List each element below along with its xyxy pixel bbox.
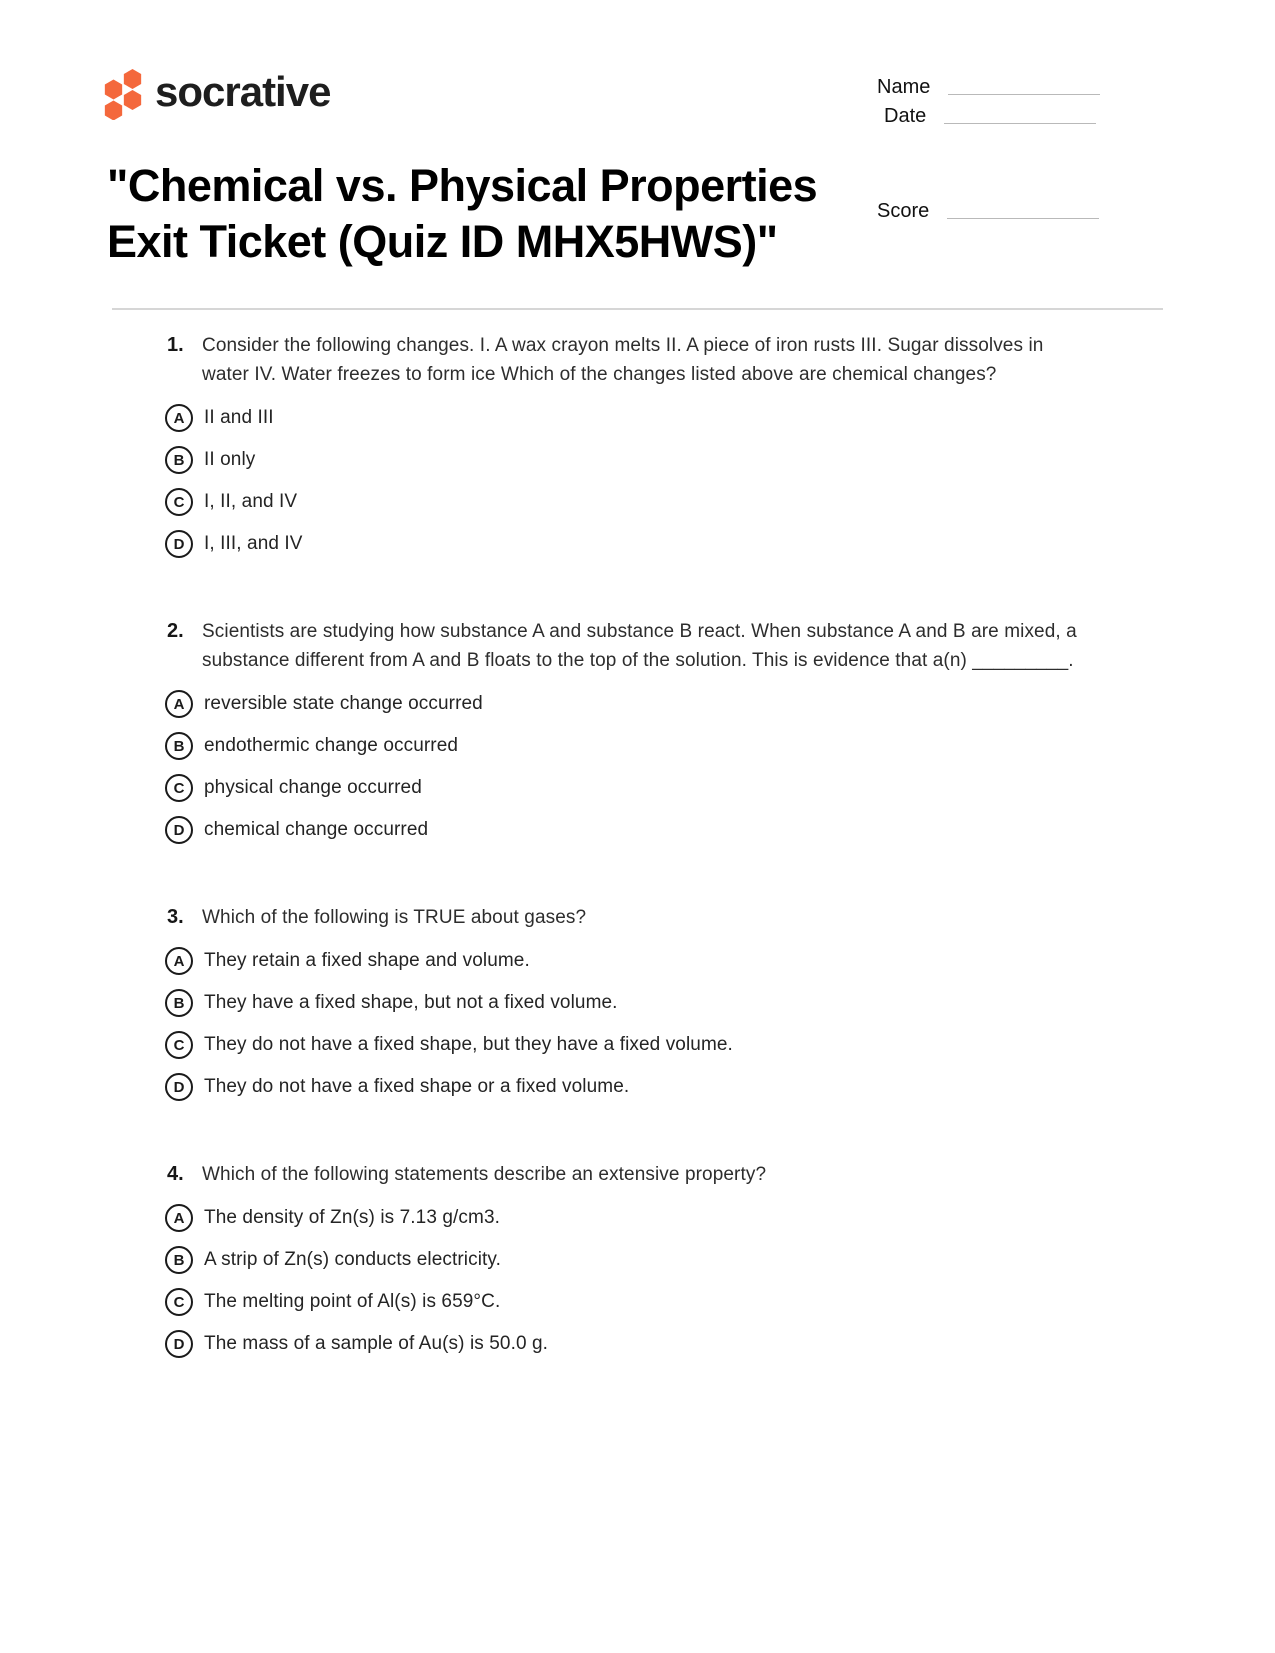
question (152, 331, 1155, 558)
answer-option[interactable] (165, 989, 1155, 1017)
option-letter-bubble[interactable]: B (165, 446, 193, 474)
option-letter-bubble[interactable]: C (165, 1031, 193, 1059)
question-list (0, 310, 1275, 1358)
option-text: endothermic change occurred (204, 735, 459, 756)
option-text: The mass of a sample of Au(s) is 50.0 g. (204, 1333, 549, 1354)
name-blank-line (948, 94, 1100, 95)
question-head (152, 1160, 1155, 1189)
answer-option[interactable] (165, 1031, 1155, 1059)
answer-option[interactable] (165, 1246, 1155, 1274)
question-text: Scientists are studying how substance A and substance B react. When substance A and B are mixed, a substance different from A and B floats to the top of the solution. This is evidence that a(n) _________. (202, 621, 1077, 671)
answer-option[interactable] (165, 774, 1155, 802)
option-letter-bubble[interactable]: D (165, 530, 193, 558)
answer-option[interactable] (165, 1330, 1155, 1358)
socrative-wordmark: socrative (155, 68, 331, 115)
option-text: They do not have a fixed shape, but they have a fixed volume. (204, 1034, 733, 1055)
option-list (152, 690, 1155, 844)
answer-option[interactable] (165, 947, 1155, 975)
question (152, 903, 1155, 1101)
quiz-title-line-1: "Chemical vs. Physical Properties (107, 160, 818, 211)
score-blank-line (947, 218, 1099, 219)
option-letter-bubble[interactable]: D (165, 1073, 193, 1101)
option-letter-bubble[interactable]: C (165, 1288, 193, 1316)
question-head (152, 617, 1155, 675)
option-text: I, III, and IV (204, 533, 303, 554)
quiz-title (107, 158, 887, 270)
option-text: II and III (204, 407, 274, 428)
question-text: Consider the following changes. I. A wax crayon melts II. A piece of iron rusts III. Sugar dissolves in water IV. Water freezes to form ice Which of the changes listed above are chemical changes? (202, 335, 1044, 385)
score-field-row (877, 200, 1099, 222)
answer-option[interactable] (165, 816, 1155, 844)
date-field-row (884, 105, 1096, 127)
option-text: They retain a fixed shape and volume. (204, 950, 530, 971)
answer-option[interactable] (165, 1073, 1155, 1101)
option-text: The melting point of Al(s) is 659°C. (204, 1291, 501, 1312)
question-text: Which of the following is TRUE about gases? (202, 907, 587, 928)
name-field-row (877, 76, 1100, 98)
date-label: Date (884, 105, 927, 127)
answer-option[interactable] (165, 404, 1155, 432)
option-text: They do not have a fixed shape or a fixed volume. (204, 1076, 630, 1097)
option-list (152, 404, 1155, 558)
answer-option[interactable] (165, 530, 1155, 558)
socrative-hexagons-icon (103, 68, 143, 120)
answer-option[interactable] (165, 446, 1155, 474)
question-head (152, 903, 1155, 932)
option-text: physical change occurred (204, 777, 422, 798)
option-text: chemical change occurred (204, 819, 429, 840)
option-letter-bubble[interactable]: A (165, 404, 193, 432)
option-letter-bubble[interactable]: D (165, 1330, 193, 1358)
option-list (152, 947, 1155, 1101)
option-text: They have a fixed shape, but not a fixed volume. (204, 992, 618, 1013)
option-list (152, 1204, 1155, 1358)
question (152, 617, 1155, 844)
option-text: The density of Zn(s) is 7.13 g/cm3. (204, 1207, 501, 1228)
option-text: II only (204, 449, 256, 470)
question-text: Which of the following statements describe an extensive property? (202, 1164, 767, 1185)
answer-option[interactable] (165, 690, 1155, 718)
quiz-title-line-2: Exit Ticket (Quiz ID MHX5HWS)" (107, 216, 778, 267)
option-text: reversible state change occurred (204, 693, 483, 714)
option-text: A strip of Zn(s) conducts electricity. (204, 1249, 501, 1270)
score-label: Score (877, 200, 930, 222)
question (152, 1160, 1155, 1358)
option-text: I, II, and IV (204, 491, 298, 512)
answer-option[interactable] (165, 488, 1155, 516)
socrative-logo (103, 68, 330, 120)
option-letter-bubble[interactable]: A (165, 1204, 193, 1232)
answer-option[interactable] (165, 732, 1155, 760)
answer-option[interactable] (165, 1288, 1155, 1316)
option-letter-bubble[interactable]: A (165, 947, 193, 975)
option-letter-bubble[interactable]: C (165, 774, 193, 802)
question-number: 3. (167, 906, 184, 928)
question-number: 2. (167, 620, 184, 642)
question-head (152, 331, 1155, 389)
option-letter-bubble[interactable]: B (165, 989, 193, 1017)
option-letter-bubble[interactable]: D (165, 816, 193, 844)
option-letter-bubble[interactable]: A (165, 690, 193, 718)
date-blank-line (944, 123, 1096, 124)
option-letter-bubble[interactable]: B (165, 1246, 193, 1274)
option-letter-bubble[interactable]: B (165, 732, 193, 760)
question-number: 1. (167, 334, 184, 356)
name-label: Name (877, 76, 931, 98)
question-number: 4. (167, 1163, 184, 1185)
option-letter-bubble[interactable]: C (165, 488, 193, 516)
answer-option[interactable] (165, 1204, 1155, 1232)
